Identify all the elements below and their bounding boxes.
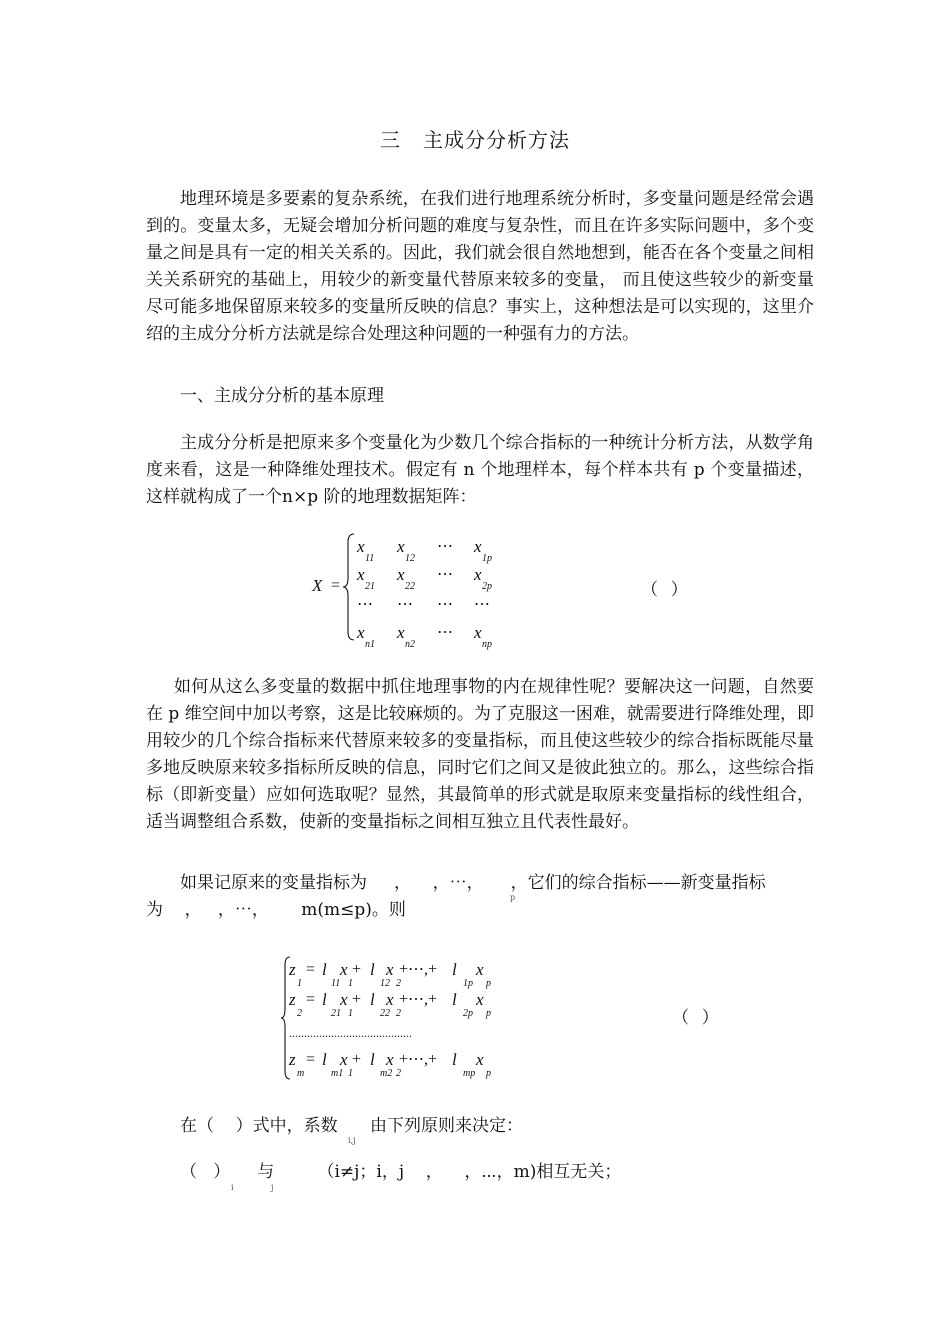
matrix-entry-subscript: 22	[405, 581, 415, 592]
system-term: z	[289, 990, 296, 1009]
matrix-entry-subscript: n2	[405, 639, 415, 650]
intro-paragraph: 地理环境是多要素的复杂系统，在我们进行地理系统分析时，多变量问题是经常会遇到的。变量太多，无疑会增加分析问题的难度与复杂性，而且在许多实际问题中，多个变量之间是具有一定的相关关系的。因此，我们就会很自然地想到，能否在各个变量之间相关关系研究的基础上，用较少的新变量代替原来较多的变量， 而且使这些较少的新变量尽可能多地保留原来较多的变量所反映的信息？事实上，这种想法是可以实现的，这里介绍的主成分分析方法就是综合处理这种问题的一种强有力的方法。	[146, 189, 814, 344]
system-term: x	[476, 960, 484, 979]
rule-line: （ ） 与 （i≠j；i，j ， ，⋯，m)相互无关；	[180, 1162, 622, 1182]
system-term: l	[370, 1050, 375, 1069]
reduction-paragraph: 如何从这么多变量的数据中抓住地理事物的内在规律性呢？要解决这一问题，自然要在 p 维空间中加以考察，这是比较麻烦的。为了克服这一困难，就需要进行降维处理，即用较少的几个综合指标来代替原来较多的变量指标，而且使这些较少的综合指标既能尽量多地反映原来较多指标所反映的信息，同时它们之间又是彼此独立的。那么，这些综合指标（即新变量）应如何选取呢？显然，其最简单的形式就是取原来变量指标的线性组合，适当调整组合系数，使新的变量指标之间相互独立且代表性最好。	[146, 677, 814, 832]
system-term: =	[306, 1051, 316, 1068]
matrix-entry: x	[397, 565, 405, 584]
system-term: l	[370, 960, 375, 979]
matrix-entry-subscript: n1	[365, 639, 375, 650]
system-subscript: m2	[380, 1068, 393, 1079]
matrix-entry-subscript: 1p	[482, 553, 492, 564]
system-term: x	[340, 990, 348, 1009]
system-subscript: m1	[331, 1068, 344, 1079]
matrix-entry-subscript: 21	[365, 581, 375, 592]
matrix-entry: ⋯	[437, 624, 453, 641]
matrix-entry-subscript: 2p	[482, 581, 492, 592]
notation-subscript-p: p	[510, 893, 516, 902]
principle-paragraph: 主成分分析是把原来多个变量化为少数几个综合指标的一种统计分析方法，从数学角度来看，这是一种降维处理技术。假定有 n 个地理样本，每个样本共有 p 个变量描述，这样就构成了一个n×p 阶的地理数据矩阵：	[146, 433, 814, 507]
notation-line-2: 为 ， ，⋯， m(m≤p)。则	[146, 900, 406, 920]
system-term: z	[289, 960, 296, 979]
system-term: +⋯,+	[399, 961, 438, 978]
equation-number-1: （ ）	[641, 580, 688, 599]
left-brace	[342, 532, 356, 642]
system-term: x	[476, 990, 484, 1009]
system-term: =	[306, 991, 316, 1008]
system-subscript: 12	[380, 978, 390, 989]
system-subscript: 1p	[463, 978, 473, 989]
system-term: x	[386, 990, 394, 1009]
system-ellipsis-row: .........................................	[289, 1026, 412, 1040]
system-subscript: m	[297, 1068, 305, 1079]
system-subscript: 22	[380, 1008, 390, 1019]
system-term: +⋯,+	[399, 1051, 438, 1068]
coefficient-subscript: i,j	[348, 1136, 356, 1145]
system-term: x	[340, 1050, 348, 1069]
matrix-entry: x	[397, 623, 405, 642]
matrix-entry: x	[474, 623, 482, 642]
system-term: l	[322, 990, 327, 1009]
matrix-entry: ⋯	[397, 596, 413, 613]
system-term: +	[352, 1051, 362, 1068]
system-subscript: p	[486, 1068, 491, 1079]
matrix-entry: x	[397, 537, 405, 556]
system-term: l	[370, 990, 375, 1009]
system-term: x	[340, 960, 348, 979]
matrix-entry: ⋯	[357, 596, 373, 613]
system-term: +	[352, 991, 362, 1008]
system-subscript: 2	[396, 1068, 401, 1079]
system-subscript: 11	[331, 978, 341, 989]
system-term: l	[322, 960, 327, 979]
system-subscript: 21	[331, 1008, 341, 1019]
system-subscript: 2	[396, 978, 401, 989]
system-subscript: 2	[396, 1008, 401, 1019]
system-subscript: 1	[297, 978, 302, 989]
system-term: l	[452, 960, 457, 979]
matrix-entry-subscript: 12	[405, 553, 415, 564]
system-subscript: mp	[463, 1068, 476, 1079]
matrix-entry: x	[357, 537, 365, 556]
system-term: z	[289, 1050, 296, 1069]
system-subscript: 1	[348, 978, 353, 989]
matrix-entry: x	[474, 537, 482, 556]
notation-line-1: 如果记原来的变量指标为 ， ，⋯， ，它们的综合指标——新变量指标	[180, 873, 766, 893]
system-subscript: 2p	[463, 1008, 473, 1019]
matrix-entry: ⋯	[437, 566, 453, 583]
system-term: x	[476, 1050, 484, 1069]
matrix-entry: x	[357, 565, 365, 584]
coefficient-line: 在（ ）式中，系数 由下列原则来决定：	[180, 1116, 524, 1136]
matrix-equals: =	[331, 577, 341, 594]
system-term: =	[306, 961, 316, 978]
system-term: l	[452, 1050, 457, 1069]
matrix-entry: x	[357, 623, 365, 642]
rule-subscript-j: j	[271, 1183, 274, 1192]
system-subscript: 2	[297, 1008, 302, 1019]
section-heading: 一、主成分分析的基本原理	[180, 386, 384, 406]
system-subscript: 1	[348, 1008, 353, 1019]
system-term: x	[386, 960, 394, 979]
page-title: 三 主成分分析方法	[379, 128, 571, 152]
matrix-entry-subscript: 11	[365, 553, 375, 564]
matrix-entry: ⋯	[474, 596, 490, 613]
equation-number-2: （ ）	[672, 1008, 719, 1027]
system-term: x	[386, 1050, 394, 1069]
matrix-entry: ⋯	[437, 596, 453, 613]
system-term: l	[322, 1050, 327, 1069]
system-term: +⋯,+	[399, 991, 438, 1008]
rule-subscript-i: i	[231, 1183, 234, 1192]
matrix-entry: ⋯	[437, 538, 453, 555]
matrix-entry: x	[474, 565, 482, 584]
system-subscript: 1	[348, 1068, 353, 1079]
system-subscript: p	[486, 1008, 491, 1019]
matrix-lhs: X	[312, 576, 323, 595]
system-subscript: p	[486, 978, 491, 989]
system-term: l	[452, 990, 457, 1009]
matrix-entry-subscript: np	[482, 639, 492, 650]
system-term: +	[352, 961, 362, 978]
